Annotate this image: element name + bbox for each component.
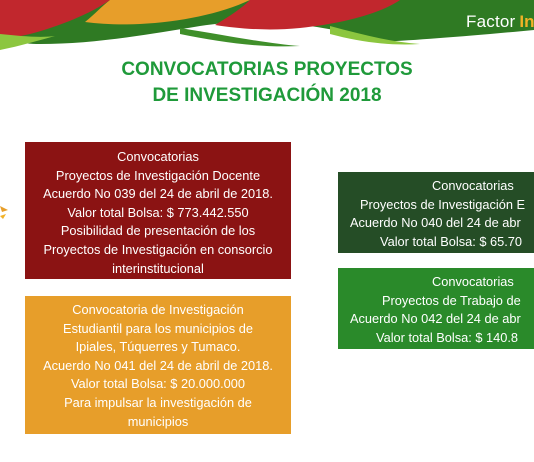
card-estudiantil-line-5: Valor total Bolsa: $ 20.000.000 (70, 376, 246, 392)
card-trabajo-line-3: Acuerdo No 042 del 24 de abr (350, 311, 521, 327)
brand-logo (460, 9, 534, 35)
card-estudiantes-line-4: Valor total Bolsa: $ 65.70 (380, 233, 523, 249)
card-estudiantil-line-7: municipios (127, 413, 189, 429)
page-title (0, 57, 534, 109)
decorative-leaf-icon (0, 200, 14, 224)
page-title-line-1: CONVOCATORIAS PROYECTOS (121, 59, 413, 80)
card-estudiantil-line-6: Para impulsar la investigación de (64, 394, 252, 410)
brand-prefix: Factor (466, 12, 516, 31)
card-estudiantes-line-3: Acuerdo No 040 del 24 de abr (350, 215, 521, 231)
card-docente-line-1: Convocatorias (117, 149, 199, 164)
card-docente-line-6: Proyectos de Investigación en consorcio (43, 241, 273, 257)
card-trabajo-line-1: Convocatorias (432, 274, 514, 289)
card-docente-line-7: interinstitucional (112, 260, 204, 276)
card-estudiantes-line-2: Proyectos de Investigación E (360, 196, 526, 212)
card-estudiantes-line-1: Convocatorias (432, 178, 514, 193)
card-docente-line-2: Proyectos de Investigación Docente (55, 167, 261, 183)
header-banner (0, 0, 534, 60)
card-trabajo-line-4: Valor total Bolsa: $ 140.8 (376, 329, 519, 345)
card-estudiantil (25, 296, 291, 434)
card-docente-line-4: Valor total Bolsa: $ 773.442.550 (67, 204, 249, 220)
card-trabajo-grado-partial (338, 268, 534, 349)
card-trabajo-line-2: Proyectos de Trabajo de (382, 292, 521, 308)
page-title-line-2: DE INVESTIGACIÓN 2018 (152, 85, 382, 106)
card-estudiantes-partial (338, 172, 534, 253)
card-estudiantil-line-2: Estudiantil para los municipios de (63, 320, 253, 336)
card-estudiantil-line-3: Ipiales, Túquerres y Tumaco. (75, 339, 241, 355)
card-docente-line-3: Acuerdo No 039 del 24 de abril de 2018. (43, 186, 273, 202)
card-docente (25, 142, 291, 279)
card-estudiantil-line-4: Acuerdo No 041 del 24 de abril de 2018. (43, 357, 273, 373)
brand-suffix: In (519, 12, 534, 31)
card-docente-line-5: Posibilidad de presentación de los (60, 223, 256, 239)
card-estudiantil-line-1: Convocatoria de Investigación (72, 302, 244, 317)
